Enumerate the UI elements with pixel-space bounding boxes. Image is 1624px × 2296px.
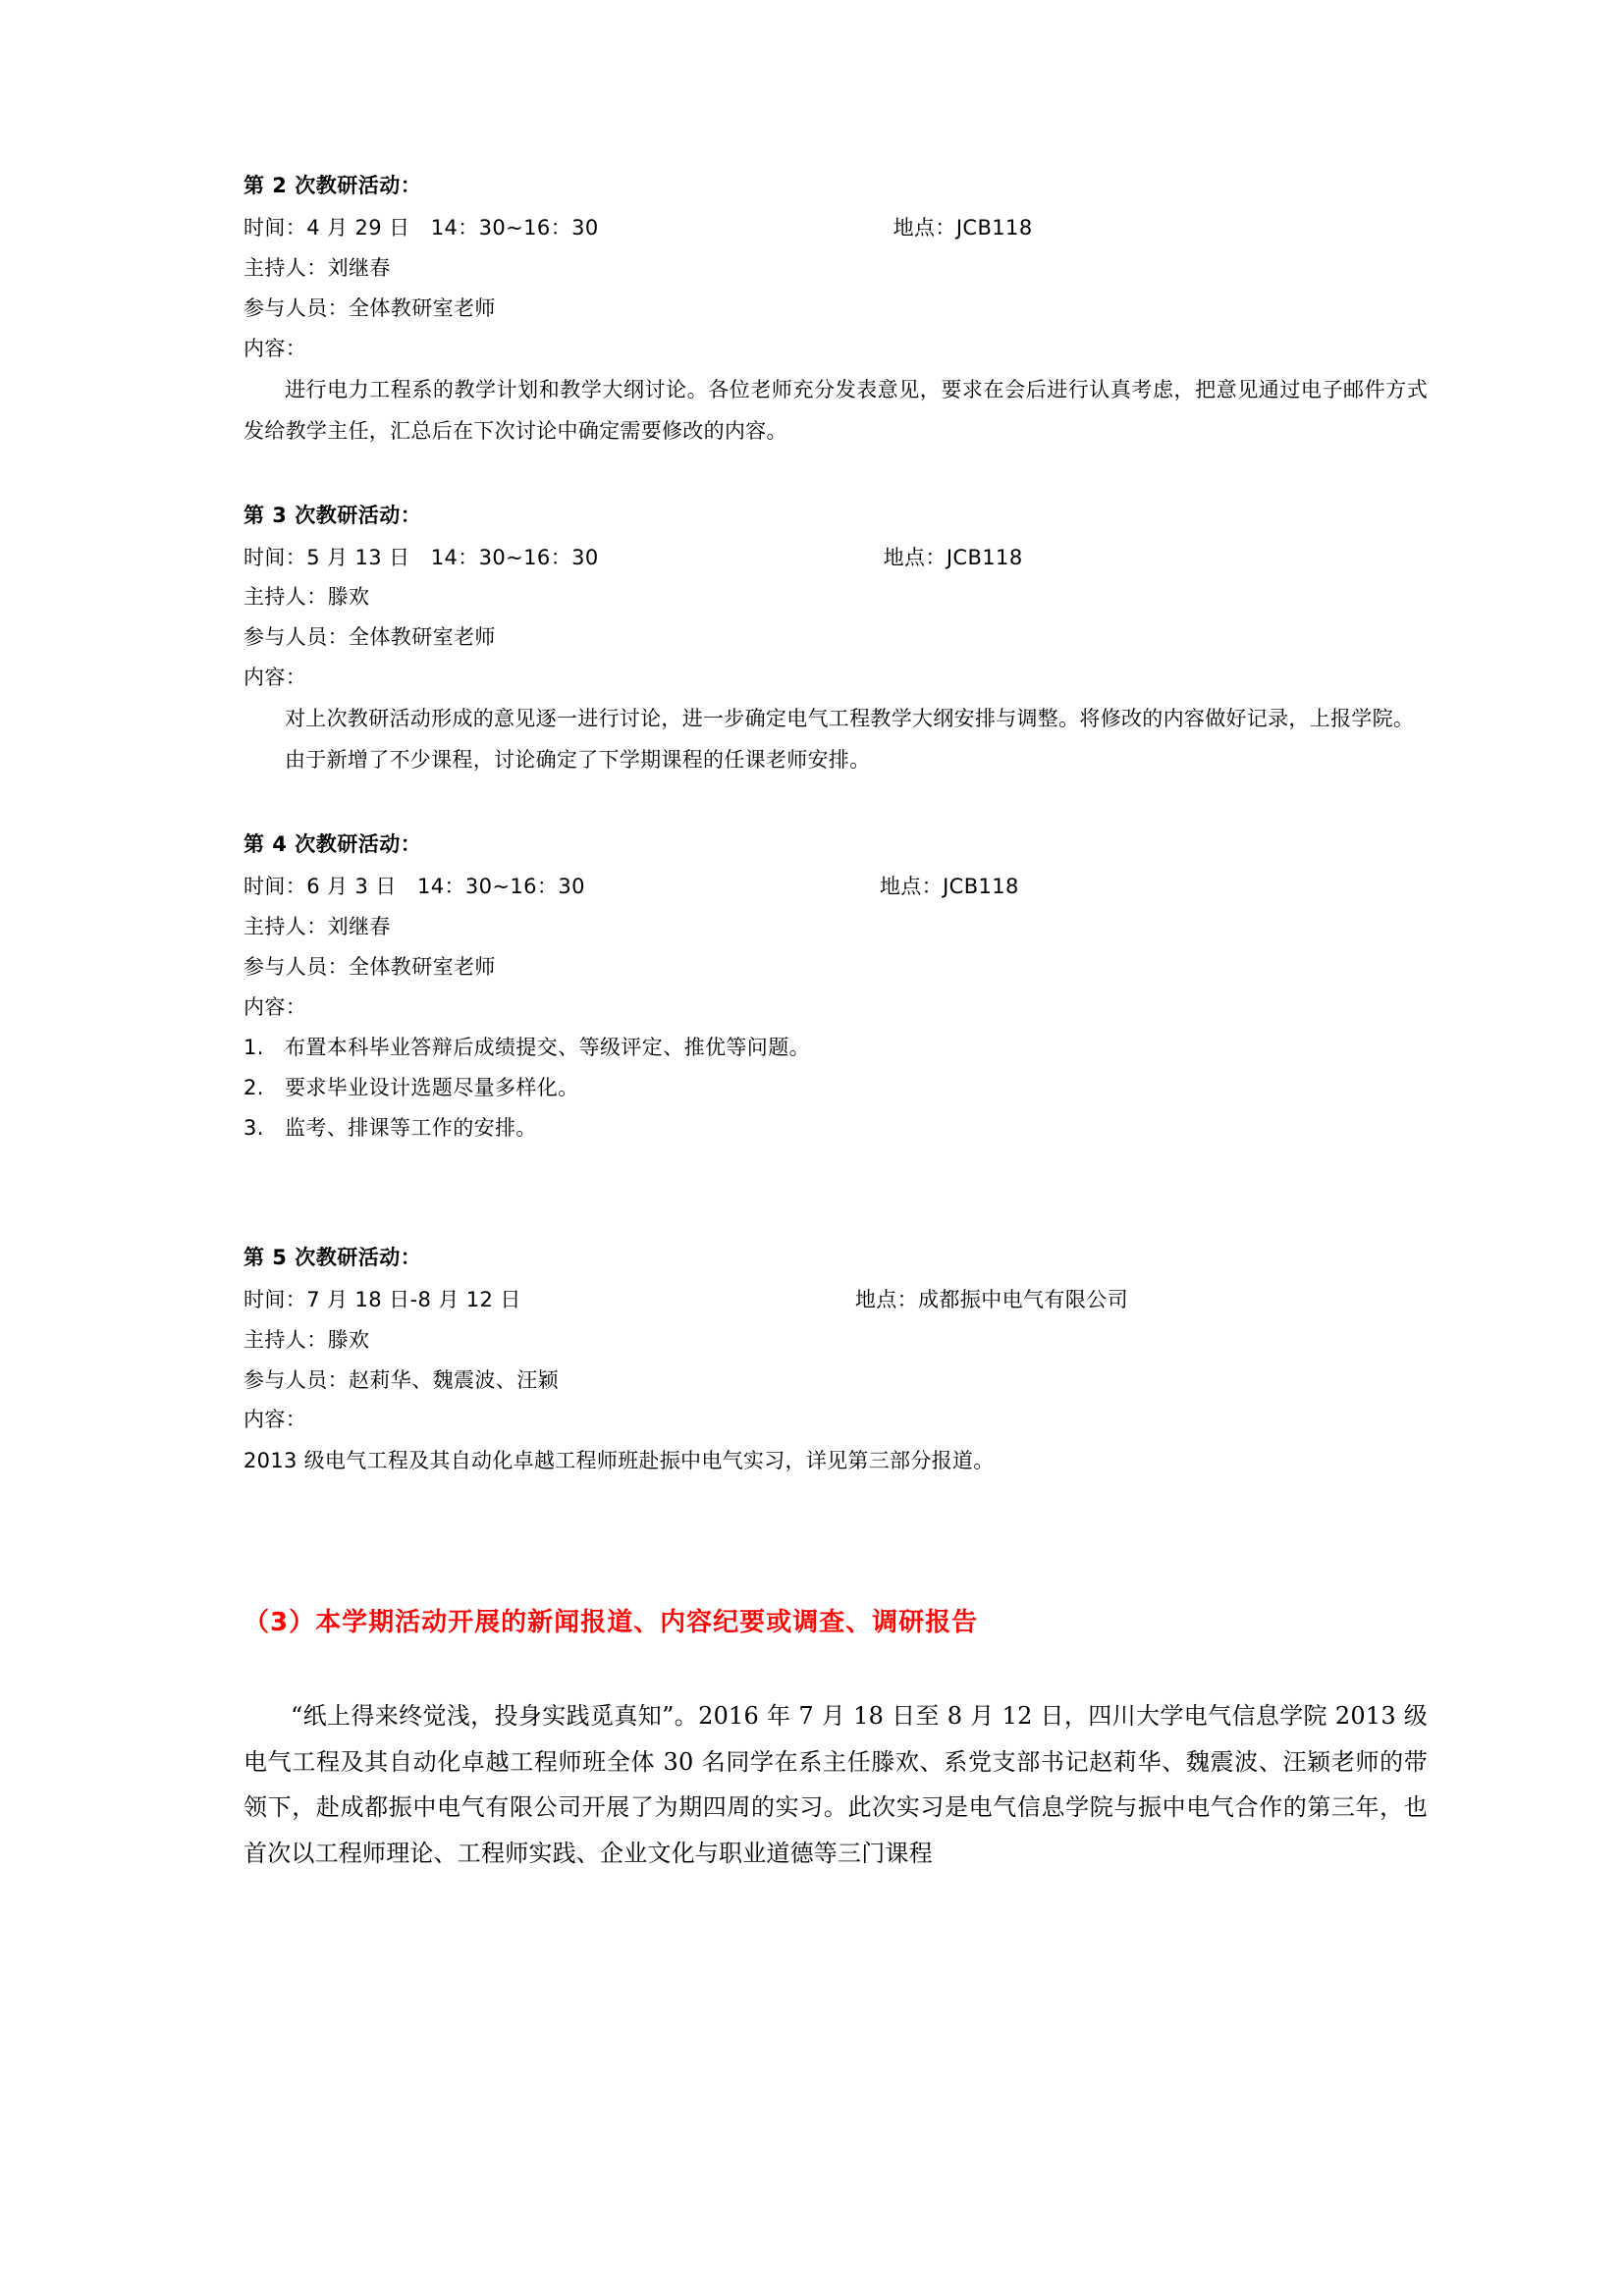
content-paragraph: 进行电力工程系的教学计划和教学大纲讨论。各位老师充分发表意见，要求在会后进行认真考虑，把意见通过电子邮件方式发给教学主任，汇总后在下次讨论中确定需要修改的内容。 [244,377,1428,443]
place-value: JCB118 [943,875,1019,899]
host-value: 刘继春 [327,915,391,939]
participants-value: 全体教研室老师 [349,295,496,320]
place-label: 地点： [893,215,956,240]
place-label: 地点： [854,1287,919,1311]
place-entry [893,208,1033,248]
time-value: 6 月 3 日 14：30~16：30 [306,875,585,899]
content-label: 内容： [244,1408,307,1432]
place-entry [880,867,1019,907]
participants-label: 参与人员： [244,955,349,980]
participants-row [244,947,1428,988]
time-place-row [244,208,1428,248]
time-label: 时间： [244,215,307,240]
list-item [244,1068,1428,1108]
host-label: 主持人： [244,585,328,610]
spacer [244,1481,1428,1599]
place-value: JCB118 [946,545,1023,569]
section-title: 第 4 次教研活动： [244,832,422,857]
time-entry [244,1280,521,1320]
content-label: 内容： [244,666,307,690]
host-value: 刘继春 [327,255,391,280]
host-row [244,1320,1428,1361]
content-label: 内容： [244,994,307,1019]
time-place-row [244,538,1428,578]
participants-label: 参与人员： [244,1367,349,1392]
host-value: 滕欢 [327,1327,370,1352]
report-paragraph: “纸上得来终觉浅，投身实践觅真知”。2016 年 7 月 18 日至 8 月 12 日，四川大学电气信息学院 2013 级电气工程及其自动化卓越工程师班全体 30 名同学在系主任滕欢、系党支部书记赵莉华、魏震波、汪颖老师的带领下，赴成都振中电气有限公司开展了为期四周的实习。此次实习是电气信息学院与振中电气合作的第三年，也首次以工程师理论、工程师实践、企业文化与职业道德等三门课程 [244,1701,1428,1868]
content-paragraph: 由于新增了不少课程，讨论确定了下学期课程的任课老师安排。 [285,748,871,773]
host-row [244,248,1428,289]
place-label: 地点： [883,545,947,569]
place-entry [884,538,1023,578]
time-entry [244,538,599,578]
activity-section-4 [244,826,1428,1148]
list-item-number: 3. [244,1115,264,1140]
list-item-number: 2. [244,1075,264,1099]
participants-value: 全体教研室老师 [349,955,496,980]
spacer [244,452,1428,497]
content-paragraph: 2013 级电气工程及其自动化卓越工程师班赴振中电气实习，详见第三部分报道。 [244,1449,995,1473]
section-title: 第 3 次教研活动： [244,503,422,527]
time-place-row [244,867,1428,907]
list-item-text: 监考、排课等工作的安排。 [285,1115,537,1140]
place-value: 成都振中电气有限公司 [918,1287,1129,1311]
participants-row [244,1361,1428,1401]
content-numbered-list [244,1028,1428,1148]
list-item-text: 布置本科毕业答辩后成绩提交、等级评定、推优等问题。 [285,1035,810,1059]
content-label: 内容： [244,336,307,360]
host-value: 滕欢 [327,585,370,610]
spacer [244,1648,1428,1693]
activity-section-5 [244,1239,1428,1482]
time-entry [244,867,585,907]
time-value: 5 月 13 日 14：30~16：30 [306,545,599,569]
time-value: 7 月 18 日-8 月 12 日 [306,1287,521,1311]
place-entry [855,1280,1128,1320]
spacer [244,780,1428,826]
list-item-number: 1. [244,1035,264,1059]
activity-section-2 [244,167,1428,452]
section-heading-red: （3）本学期活动开展的新闻报道、内容纪要或调查、调研报告 [244,1608,979,1638]
participants-value: 全体教研室老师 [349,625,496,650]
time-value: 4 月 29 日 14：30~16：30 [306,215,599,240]
participants-label: 参与人员： [244,295,349,320]
list-item [244,1108,1428,1148]
participants-row [244,617,1428,658]
participants-label: 参与人员： [244,625,349,650]
time-label: 时间： [244,1287,307,1311]
spacer [244,1148,1428,1239]
content-paragraph: 对上次教研活动形成的意见逐一进行讨论，进一步确定电气工程教学大纲安排与调整。将修改的内容做好记录，上报学院。 [285,707,1415,731]
section-title: 第 5 次教研活动： [244,1245,422,1269]
time-place-row [244,1280,1428,1320]
host-label: 主持人： [244,915,328,939]
time-entry [244,208,599,248]
time-label: 时间： [244,875,307,899]
activity-section-3 [244,497,1428,781]
report-body [244,1693,1428,1877]
participants-value: 赵莉华、魏震波、汪颖 [349,1367,559,1392]
section-title: 第 2 次教研活动： [244,174,422,197]
list-item-text: 要求毕业设计选题尽量多样化。 [285,1075,579,1099]
host-label: 主持人： [244,255,328,280]
place-value: JCB118 [955,215,1033,240]
time-label: 时间： [244,545,307,569]
participants-row [244,289,1428,329]
place-label: 地点： [879,875,944,899]
list-item [244,1028,1428,1068]
host-row [244,577,1428,617]
host-label: 主持人： [244,1327,328,1352]
host-row [244,907,1428,947]
